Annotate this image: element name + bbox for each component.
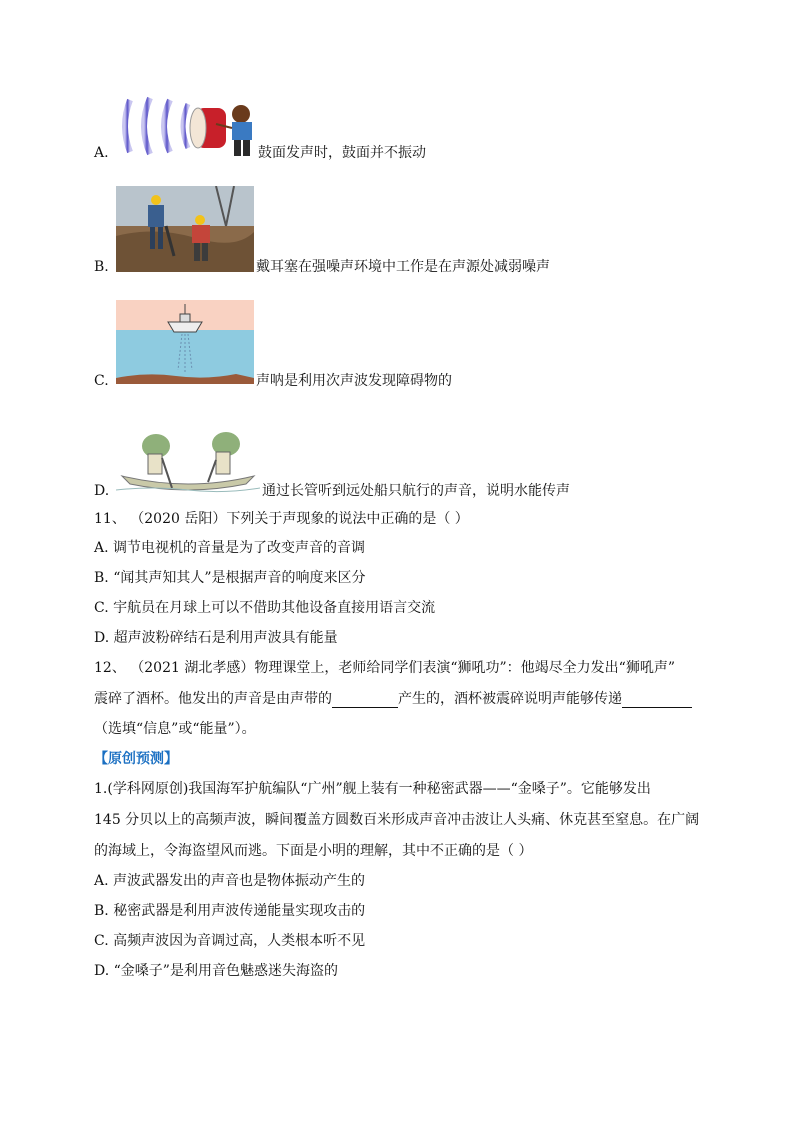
answer-blank-1[interactable] — [332, 693, 398, 708]
question-12-text-b: 产生的，酒杯被震碎说明声能够传递 — [398, 691, 622, 707]
boat-listening-tube-illustration — [116, 426, 260, 496]
prediction-1-option-c: C. 高频声波因为音调过高，人类根本听不见 — [94, 933, 366, 949]
option-a-text: 鼓面发声时，鼓面并不振动 — [258, 145, 426, 161]
prediction-1-option-a: A. 声波武器发出的声音也是物体振动产生的 — [94, 873, 366, 889]
ship-sonar-illustration — [116, 300, 254, 384]
drum-sound-waves-illustration — [116, 94, 256, 158]
option-letter: D. — [94, 483, 110, 499]
option-a-row — [94, 144, 109, 162]
prediction-1-line-2: 145 分贝以上的高频声波，瞬间覆盖方圆数百米形成声音冲击波让人头痛、休克甚至窒息。在广阔 — [94, 812, 700, 828]
question-11-stem: 11、 （2020 岳阳）下列关于声现象的说法中正确的是（ ） — [94, 511, 469, 527]
option-letter: B. — [94, 259, 109, 275]
prediction-1-line-3: 的海域上，令海盗望风而逃。下面是小明的理解，其中不正确的是（ ） — [94, 843, 533, 859]
prediction-1-option-d: D. “金嗓子”是利用音色魅惑迷失海盗的 — [94, 963, 338, 979]
question-12-line-3: （选填“信息”或“能量”）。 — [94, 721, 256, 737]
question-11-option-d: D. 超声波粉碎结石是利用声波具有能量 — [94, 630, 338, 646]
option-letter: C. — [94, 373, 109, 389]
question-11-option-b: B. “闻其声知其人”是根据声音的响度来区分 — [94, 570, 366, 586]
option-b-text: 戴耳塞在强噪声环境中工作是在声源处减弱噪声 — [256, 259, 550, 275]
question-11-option-a: A. 调节电视机的音量是为了改变声音的音调 — [94, 540, 366, 556]
option-c-text: 声呐是利用次声波发现障碍物的 — [256, 373, 452, 389]
question-12-line-1: 12、 （2021 湖北孝感）物理课堂上，老师给同学们表演“狮吼功”：他竭尽全力发出“狮吼声” — [94, 660, 675, 676]
prediction-1-line-1: 1.(学科网原创)我国海军护航编队“广州”舰上装有一种秘密武器——“金嗓子”。它能够发出 — [94, 781, 651, 797]
section-heading: 【原创预测】 — [94, 751, 178, 767]
question-12-line-2 — [94, 690, 692, 708]
question-12-text-a: 震碎了酒杯。他发出的声音是由声带的 — [94, 691, 332, 707]
option-c-row — [94, 372, 109, 390]
option-letter: A. — [94, 145, 109, 161]
option-d-row — [94, 482, 109, 500]
construction-workers-photo — [116, 186, 254, 272]
prediction-1-option-b: B. 秘密武器是利用声波传递能量实现攻击的 — [94, 903, 366, 919]
option-d-text: 通过长管听到远处船只航行的声音，说明水能传声 — [262, 483, 570, 499]
answer-blank-2[interactable] — [622, 693, 692, 708]
option-b-row — [94, 258, 109, 276]
question-11-option-c: C. 宇航员在月球上可以不借助其他设备直接用语言交流 — [94, 600, 436, 616]
